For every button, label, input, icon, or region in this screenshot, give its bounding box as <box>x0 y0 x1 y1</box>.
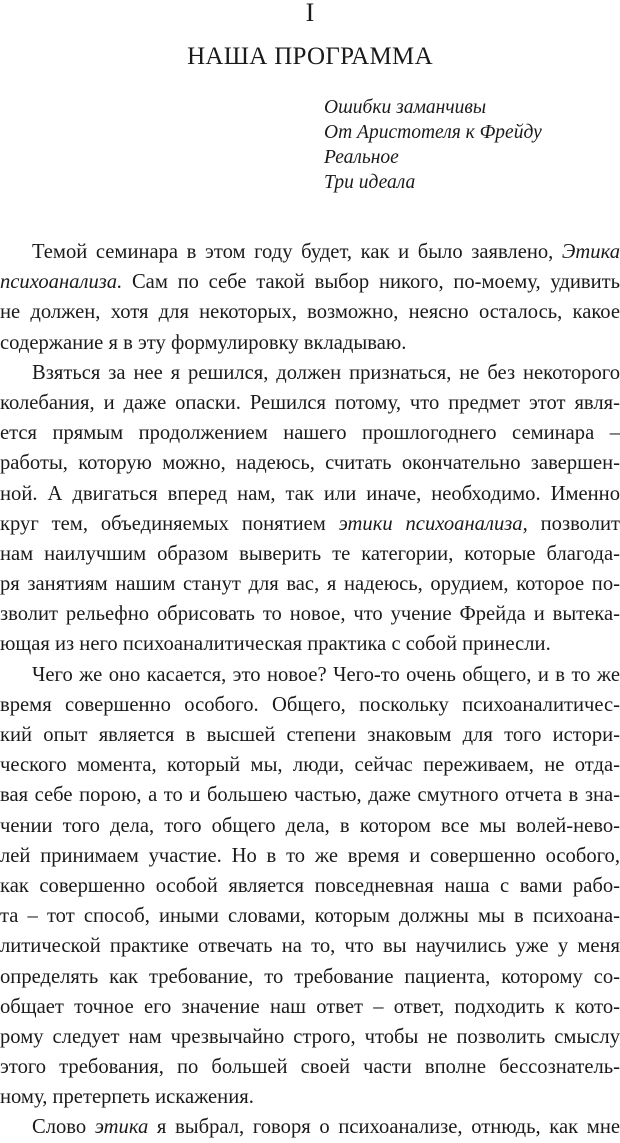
body-text <box>0 237 620 1143</box>
text-line: ется прямым продолжением нашего прошлогоднего семинара – <box>0 422 620 445</box>
text-line: рому следует нам чрезвычайно строго, чтобы не позволить смыслу <box>0 1025 620 1048</box>
text-line: время совершенно особого. Общего, поскольку психоаналитичес- <box>0 693 620 716</box>
emphasis: этика <box>94 1116 149 1139</box>
text-line: не должен, хотя для некоторых, возможно, неясно осталось, какое <box>0 301 620 324</box>
emphasis: Этика <box>561 241 620 263</box>
text-line: ющая из него психоаналитическая практика с собой принесли. <box>0 633 551 656</box>
text-line: чении того дела, того общего дела, в котором все мы волей-нево- <box>0 814 620 837</box>
text-line: психоанализа. Сам по себе такой выбор никого, по-моему, удивить <box>0 271 620 294</box>
text-line: Слово этика я выбрал, говоря о психоанализе, отнюдь, как мне <box>32 1116 620 1139</box>
text-line: ной. А двигаться вперед нам, так или иначе, необходимо. Именно <box>0 482 620 505</box>
text-line: та – тот способ, иными словами, которым должны мы в психоана- <box>0 905 620 928</box>
text-line: лей принимаем участие. Но в то же время и совершенно особого, <box>0 844 620 867</box>
chapter-title: НАША ПРОГРАММА <box>187 43 433 70</box>
text-line: содержание я в эту формулировку вкладываю. <box>0 331 407 354</box>
text-line: вая себе порою, а то и большею частью, даже смутного отчета в зна- <box>0 784 620 807</box>
text-line: Темой семинара в этом году будет, как и было заявлено, Этика <box>32 241 620 263</box>
text-line: работы, которую можно, надеюсь, считать окончательно завершен- <box>0 452 620 475</box>
text-line: определять как требование, то требование пациента, которому со- <box>0 965 620 988</box>
epigraph-line: Реальное <box>324 147 399 168</box>
text-line: колебания, и даже опаски. Решился потому, что предмет этот явля- <box>0 391 620 414</box>
epigraph-line: Три идеала <box>324 172 416 193</box>
epigraph-line: От Аристотеля к Фрейду <box>324 122 542 143</box>
text-line: этого требования, по большей своей части вполне бессознатель- <box>0 1056 620 1079</box>
text-line: литической практике отвечать на то, что вы научились уже у меня <box>0 935 620 958</box>
chapter-number: I <box>305 0 315 27</box>
text-line: круг тем, объединяемых понятием этики психоанализа, позволит <box>0 512 620 535</box>
emphasis: этики психоанализа <box>338 512 523 535</box>
text-line: как совершенно особой является повседневная наша с вами рабо- <box>0 874 620 897</box>
text-line: зволит рельефно обрисовать то новое, что учение Фрейда и вытека- <box>0 603 620 626</box>
epigraph-line: Ошибки заманчивы <box>324 97 487 118</box>
emphasis: психоанализа. <box>0 271 123 294</box>
text-line: кий опыт является в высшей степени знаковым для того истори- <box>0 724 620 746</box>
text-line: Чего же оно касается, это новое? Чего-то очень общего, и в то же <box>32 663 620 686</box>
text-line: Взяться за нее я решился, должен признаться, не без некоторого <box>32 361 620 384</box>
epigraph <box>324 95 542 195</box>
text-line: ному, претерпеть искажения. <box>0 1086 254 1109</box>
text-line: ческого момента, который мы, люди, сейчас переживаем, не отда- <box>0 754 620 777</box>
text-line: ря занятиям нашим станут для вас, я надеюсь, орудием, которое по- <box>0 573 620 596</box>
text-line: общает точное его значение наш ответ – ответ, подходить к кото- <box>0 995 620 1018</box>
text-line: нам наилучшим образом выверить те категории, которые благода- <box>0 542 620 565</box>
